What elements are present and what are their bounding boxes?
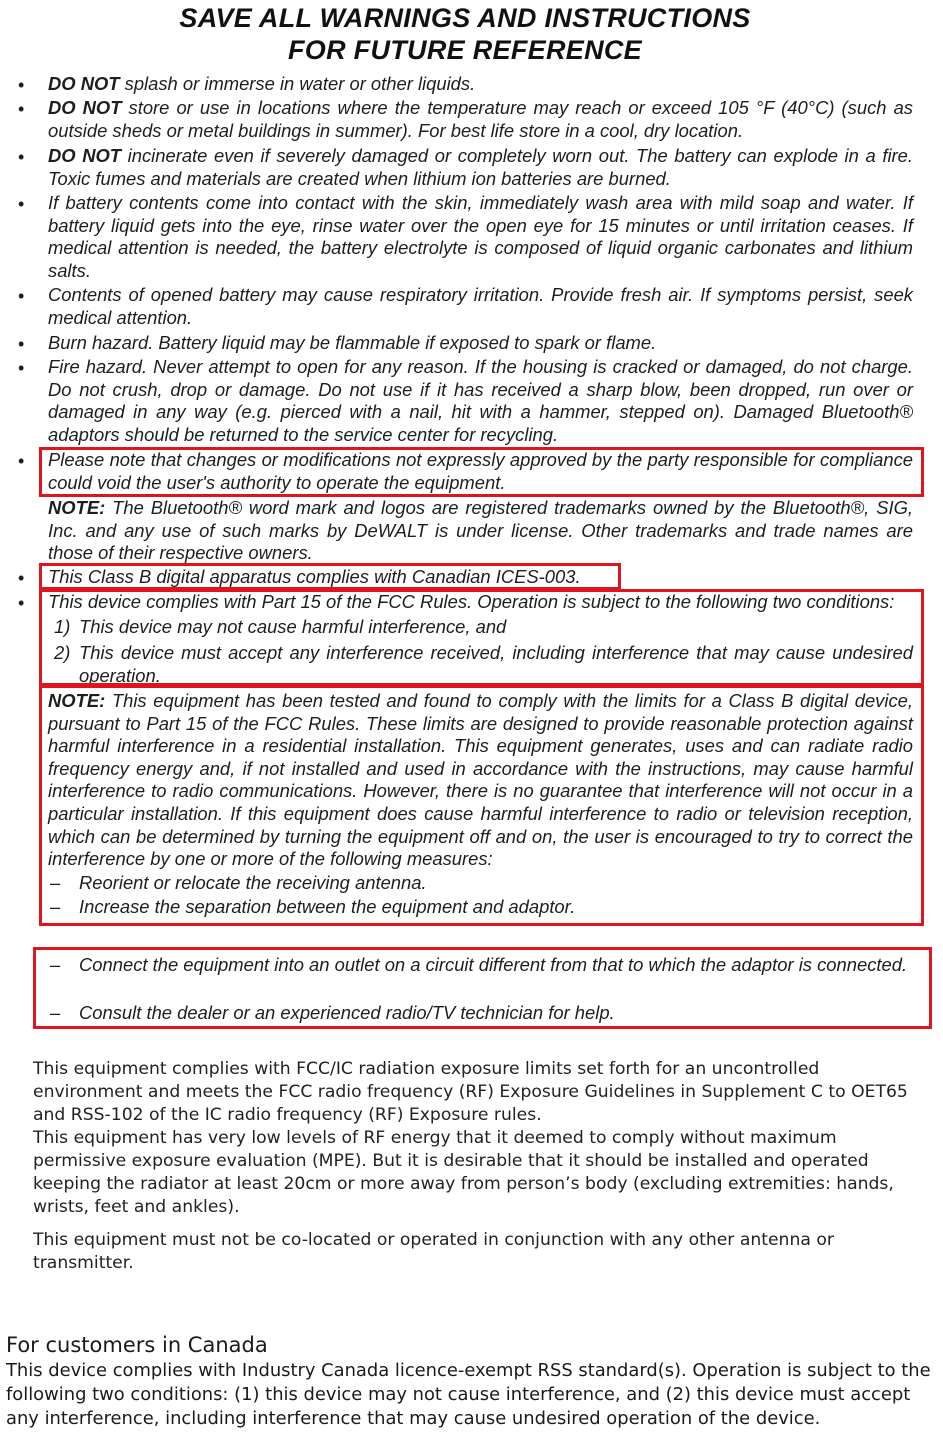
warning-bold: DO NOT [48,97,122,118]
title-line-1: SAVE ALL WARNINGS AND INSTRUCTIONS [179,3,751,33]
measure-text: Connect the equipment into an outlet on a circuit different from that to which the adaptor is connected. [79,954,908,975]
warning-text: store or use in locations where the temperature may reach or exceed 105 °F (40°C) (such as outside sheds or metal buildings in summer). For best life store in a cool, dry location. [48,97,913,141]
bullet: • [18,334,25,354]
dash: – [50,896,61,917]
warning-text: Burn hazard. Battery liquid may be flammable if exposed to spark or flame. [48,332,657,353]
warning-bold: DO NOT [48,145,122,166]
canada-heading: For customers in Canada [6,1333,268,1357]
condition-text: This device may not cause harmful interference, and [79,616,507,637]
warning-item [48,73,913,96]
condition-text: This device must accept any interference received, including interference that may cause undesired operation. [79,642,913,686]
warning-item [48,332,913,355]
rf-exposure-p1: This equipment complies with FCC/IC radiation exposure limits set forth for an uncontrolled environment and meets the FCC radio frequency (RF) Exposure Guidelines in Supplement C to OET65 and RSS-102 of the IC radio frequency (RF) Exposure rules. [33,1059,908,1125]
dash: – [50,1002,61,1023]
note-label: NOTE: [48,690,106,711]
warning-text: Please note that changes or modifications not expressly approved by the party responsible for compliance could void the user's authority to operate the equipment. [48,449,913,493]
note-trademark [48,497,913,565]
warning-item [48,356,913,446]
condition-number: 1) [54,616,71,637]
condition-number: 2) [54,642,71,663]
warning-text: Fire hazard. Never attempt to open for any reason. If the housing is cracked or damaged, do not charge. Do not crush, drop or damage. Do not use if it has received a sharp blow, been dropped, run over or damaged in any way (e.g. pierced with a nail, hit with a hammer, stepped on). Damaged Bluetooth® adaptors should be returned to the service center for recycling. [48,356,913,445]
fcc-intro: This device complies with Part 15 of the FCC Rules. Operation is subject to the following two conditions: [48,591,895,612]
bullet: • [18,568,25,588]
rf-exposure-p3: This equipment must not be co-located or operated in conjunction with any other antenna or transmitter. [33,1230,834,1273]
note-label: NOTE: [48,497,106,518]
ices-statement: This Class B digital apparatus complies with Canadian ICES-003. [48,566,581,587]
title-line-2: FOR FUTURE REFERENCE [287,35,642,65]
warning-text: splash or immerse in water or other liquids. [119,73,476,94]
bullet: • [18,358,25,378]
dash: – [50,954,61,975]
warning-item [48,97,913,142]
bullet: • [18,451,25,471]
bullet: • [18,75,25,95]
warning-item [48,145,913,190]
dash: – [50,872,61,893]
highlight-box-ices [39,563,621,590]
note-text: This equipment has been tested and found to comply with the limits for a Class B digital device, pursuant to Part 15 of the FCC Rules. These limits are designed to provide reasonable protection against harmful interference in a residential installation. This equipment generates, uses and can radiate radio frequency energy and, if not installed and used in accordance with the instructions, may cause harmful interference to radio communications. However, there is no guarantee that interference will not occur in a particular installation. If this equipment does cause harmful interference to radio or television reception, which can be determined by turning the equipment off and on, the user is encouraged to try to correct the interference by one or more of the following measures: [48,690,913,870]
warning-text: incinerate even if severely damaged or completely worn out. The battery can explode in a fire. Toxic fumes and materials are created when lithium ion batteries are burned. [48,145,913,189]
highlight-box-fcc-conditions [39,589,924,686]
bullet: • [18,286,25,306]
rf-exposure-p2: This equipment has very low levels of RF energy that it deemed to comply without maximum permissive exposure evaluation (MPE). But it is desirable that it should be installed and operated keeping the radiator at least 20cm or more away from person’s body (excluding extremities: hands, wrists, feet and ankles). [33,1128,894,1217]
bullet: • [18,147,25,167]
note-text: The Bluetooth® word mark and logos are registered trademarks owned by the Bluetooth®, SIG, Inc. and any use of such marks by DeWALT is under license. Other trademarks and trade names are those of their respective owners. [48,497,913,564]
measure-text: Increase the separation between the equipment and adaptor. [79,896,576,917]
measure-text: Reorient or relocate the receiving antenna. [79,872,427,893]
measure-text: Consult the dealer or an experienced radio/TV technician for help. [79,1002,615,1023]
warning-bold: DO NOT [48,73,120,94]
highlight-box-measures [33,947,932,1029]
warning-item [48,284,913,329]
warning-item [48,192,913,282]
warning-text: If battery contents come into contact with the skin, immediately wash area with mild soap and water. If battery liquid gets into the eye, rinse water over the open eye for 15 minutes or until irritation ceases. If medical attention is needed, the battery electrolyte is composed of liquid organic carbonates and lithium salts. [48,192,913,281]
highlight-box-modifications [39,447,924,497]
bullet: • [18,99,25,119]
highlight-box-classb-note [39,685,924,926]
canada-text: This device complies with Industry Canada licence-exempt RSS standard(s). Operation is subject to the following two conditions: (1) this device may not cause interference, and (2) this device must accept any interference, including interference that may cause undesired operation of the device. [6,1360,931,1429]
bullet: • [18,194,25,214]
warning-text: Contents of opened battery may cause respiratory irritation. Provide fresh air. If symptoms persist, seek medical attention. [48,284,913,328]
bullet: • [18,593,25,613]
page-title [0,2,930,66]
